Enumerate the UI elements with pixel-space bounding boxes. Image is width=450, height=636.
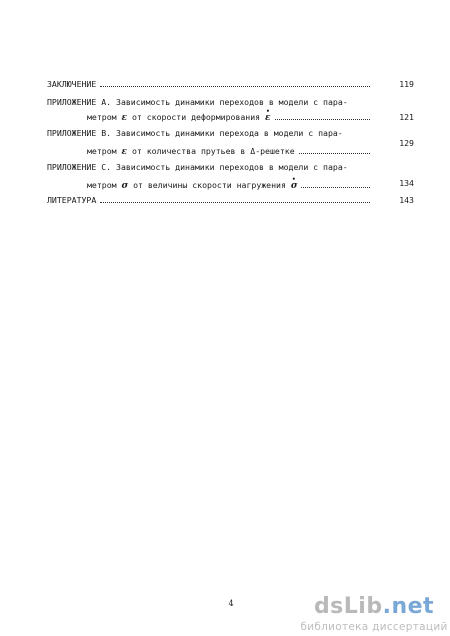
epsilon-symbol: ε xyxy=(121,147,127,157)
toc-page-number: 121 xyxy=(399,112,414,122)
toc-label: ЗАКЛЮЧЕНИЕ xyxy=(47,79,97,89)
toc-text: -решетке xyxy=(255,146,295,156)
toc-page-number: 134 xyxy=(399,178,414,188)
dot-leader xyxy=(299,152,370,154)
dot-leader xyxy=(100,201,370,203)
epsilon-dot-symbol: • ε xyxy=(265,113,270,123)
toc-page-number: 119 xyxy=(399,79,414,89)
toc-label: ПРИЛОЖЕНИЕ А. Зависимость динамики переходов в модели с пара- xyxy=(47,97,348,107)
toc-label: ПРИЛОЖЕНИЕ С. Зависимость динамики переходов в модели с пара- xyxy=(47,162,348,172)
toc-page-number: 143 xyxy=(399,195,414,205)
toc-page-number: 129 xyxy=(399,138,414,148)
sigma-dot-symbol: • σ xyxy=(291,181,298,191)
toc-text: от количества прутьев в xyxy=(131,146,246,156)
sigma-symbol: σ xyxy=(121,181,129,191)
page-number: 4 xyxy=(228,599,234,608)
toc-text: метром xyxy=(87,180,117,190)
watermark xyxy=(300,595,448,633)
watermark-logo xyxy=(300,595,448,619)
toc-entry-appendix-b-line2 xyxy=(87,146,373,157)
dot-leader xyxy=(301,186,370,188)
dot-leader xyxy=(100,85,370,87)
toc-label: ЛИТЕРАТУРА xyxy=(47,195,97,205)
table-of-contents xyxy=(0,0,450,220)
watermark-brand: dsLib xyxy=(313,594,383,619)
toc-text: метром xyxy=(87,112,117,122)
toc-entry-appendix-a-line1 xyxy=(47,97,373,107)
toc-entry-conclusion xyxy=(47,79,373,89)
watermark-subtitle: библиотека диссертаций xyxy=(300,621,448,633)
toc-entry-literature xyxy=(47,195,373,205)
toc-entry-appendix-b-line1 xyxy=(47,128,373,138)
epsilon-symbol: ε xyxy=(121,113,127,123)
toc-entry-appendix-a-line2 xyxy=(87,112,373,123)
toc-text: метром xyxy=(87,146,117,156)
toc-label: ПРИЛОЖЕНИЕ В. Зависимость динамики перехода в модели с пара- xyxy=(47,128,343,138)
watermark-tld: .net xyxy=(382,594,435,619)
toc-text: от скорости деформирования xyxy=(131,112,261,122)
dot-leader xyxy=(275,118,370,120)
toc-entry-appendix-c-line1 xyxy=(47,162,373,172)
toc-text: от величины скорости нагружения xyxy=(133,180,286,190)
toc-entry-appendix-c-line2 xyxy=(87,180,373,191)
delta-symbol: Δ xyxy=(250,146,256,156)
